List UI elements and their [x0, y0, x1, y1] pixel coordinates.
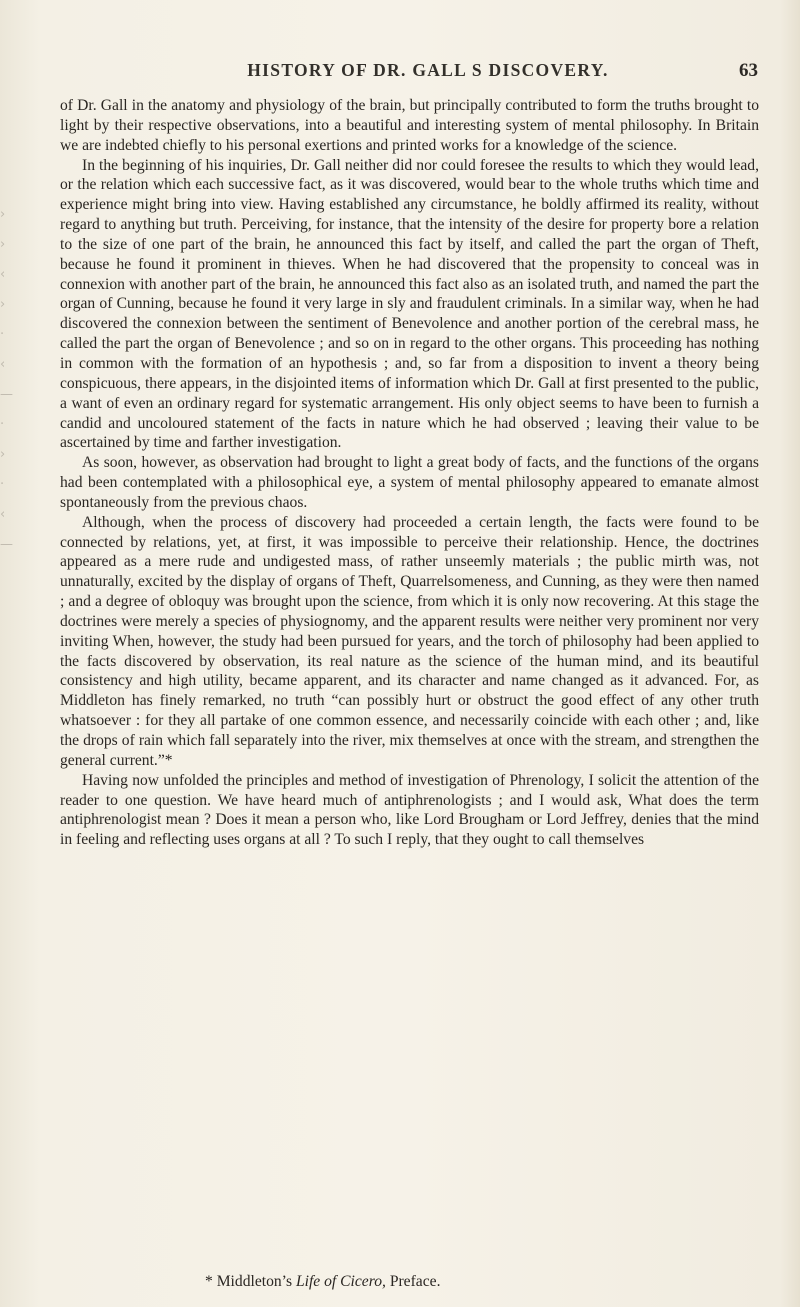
running-title: HISTORY OF DR. GALL S DISCOVERY.: [247, 60, 609, 80]
paragraph-3: As soon, however, as observation had brought to light a great body of facts, and the functions of the organs had been contemplated with a philosophical eye, a system of mental philosophy appeared to emanate almost spontaneously from the previous chaos.: [60, 454, 759, 511]
body-text: [60, 96, 759, 850]
footnote-suffix: Preface.: [385, 1273, 441, 1290]
footnote-prefix: * Middleton’s: [205, 1273, 296, 1290]
footnote: [205, 1273, 705, 1291]
page-number: 63: [739, 60, 758, 81]
paragraph-1: of Dr. Gall in the anatomy and physiology of the brain, but principally contributed to form the truths brought to light by their respective observations, into a beautiful and interesting system of mental philosophy. In Britain we are indebted chiefly to his personal exertions and printed works for a knowledge of the science.: [60, 97, 759, 154]
paragraph-4: Although, when the process of discovery had proceeded a certain length, the facts were found to be connected by relations, yet, at first, it was impossible to perceive their relationship. Hence, the doctrines appeared as a mere rude and undigested mass, of rather unseemly materials ; the public mirth was, not unnaturally, excited by the display of organs of Theft, Quarrelsomeness, and Cunning, as they were then named ; and a degree of obloquy was brought upon the science, from which it is only now recovering. At this stage the doctrines were merely a species of physiognomy, and the apparent results were neither very prominent nor very inviting When, however, the study had been pursued for years, and the torch of philosophy had been applied to the facts discovered by observation, its real nature as the science of the human mind, and its beautiful consistency and high utility, became apparent, and its character and name changed as it advanced. For, as Middleton has finely remarked, no truth “can possibly hurt or obstruct the good effect of any other truth whatsoever : for they all partake of one common essence, and necessarily coincide with each other ; and, like the drops of rain which fall separately into the river, mix themselves at once with the stream, and strengthen the general current.”*: [60, 513, 759, 769]
footnote-title: Life of Cicero,: [295, 1273, 386, 1290]
margin-bleed-through: › › ‹ › · ‹ — · › · ‹ —: [0, 207, 13, 552]
paragraph-2: In the beginning of his inquiries, Dr. Gall neither did nor could foresee the results to which they would lead, or the relation which each successive fact, as it was discovered, would bear to the whole truths which time and experience might bring into view. Having established any circumstance, he boldly affirmed its reality, without regard to anything but truth. Perceiving, for instance, that the intensity of the desire for property bore a relation to the size of one part of the brain, he announced this fact by itself, and called the part the organ of Theft, because he found it prominent in thieves. When he had discovered that the propensity to conceal was in connexion with another part of the brain, he announced this fact also as an isolated truth, and named the part the organ of Cunning, because he found it very large in sly and fraudulent criminals. In a similar way, when he had discovered the connexion between the sentiment of Benevolence and another portion of the cerebral mass, he called the part the organ of Benevolence ; and so on in regard to the other organs. This proceeding has nothing in common with the formation of an hypothesis ; and, so far from a disposition to invent a theory being conspicuous, there appears, in the disjointed items of information which Dr. Gall at first presented to the public, a want of even an ordinary regard for systematic arrangement. His only object seems to have been to furnish a candid and uncoloured statement of the facts in nature which he had observed ; leaving their value to be ascertained by time and farther investigation.: [60, 156, 759, 452]
running-head: [58, 60, 758, 86]
paragraph-5: Having now unfolded the principles and method of investigation of Phrenology, I solicit the attention of the reader to one question. We have heard much of antiphrenologists ; and I would ask, What does the term antiphrenologist mean ? Does it mean a person who, like Lord Brougham or Lord Jeffrey, denies that the mind in feeling and reflecting uses organs at all ? To such I reply, that they ought to call themselves: [60, 771, 759, 849]
